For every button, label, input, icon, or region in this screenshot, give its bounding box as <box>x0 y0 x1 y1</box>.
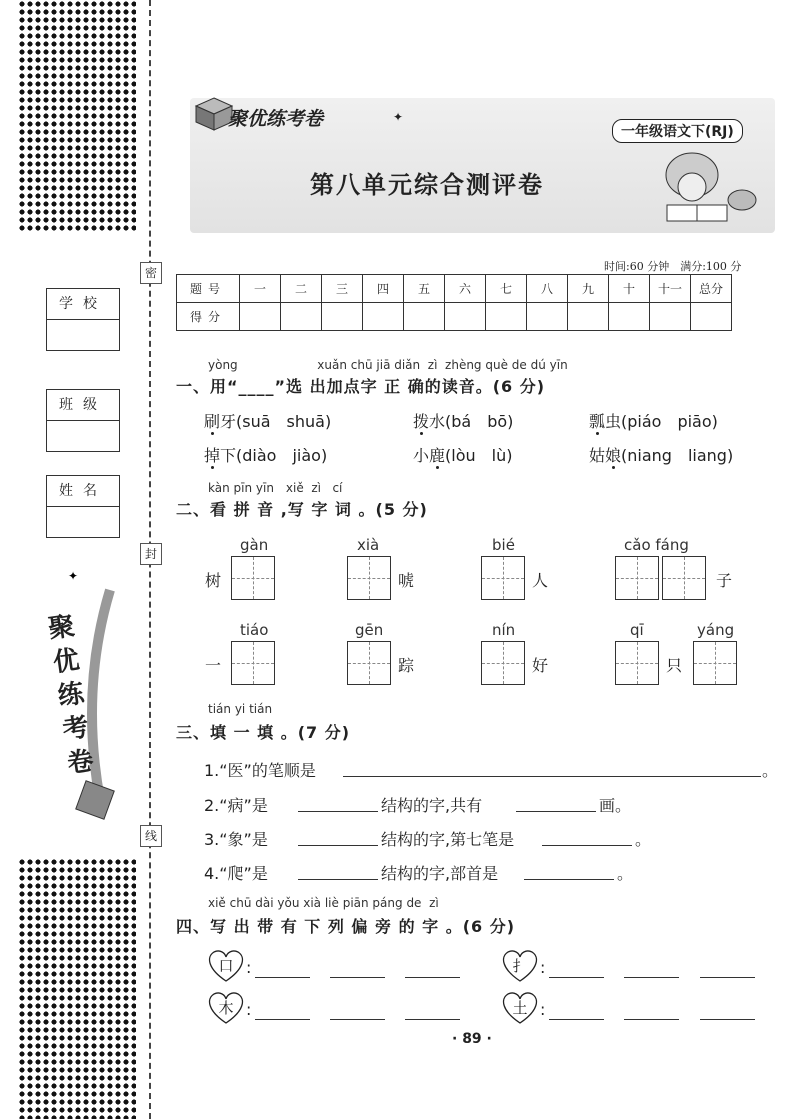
q3-pinyin: tián yi tián <box>208 702 273 716</box>
q2-after-text: 人 <box>532 571 549 590</box>
seal-char-xian: 线 <box>140 825 162 847</box>
q2-after-text: 踪 <box>398 656 415 675</box>
dotted-char: 拨 <box>413 412 430 431</box>
q1-item <box>413 443 512 466</box>
score-cell[interactable] <box>609 303 650 331</box>
writing-box[interactable] <box>231 556 275 600</box>
q1-item <box>413 409 513 432</box>
radical-char: 口 <box>218 957 234 975</box>
q2-row1-pinyin: gàn <box>240 536 269 554</box>
svg-text:✦: ✦ <box>68 570 79 583</box>
plain-char: 姑 <box>589 446 606 465</box>
q3-end: 。 <box>617 864 634 883</box>
seal-char-mi: 密 <box>140 262 162 284</box>
grade-badge: 一年级语文下(RJ) <box>612 119 743 143</box>
school-input[interactable] <box>47 320 119 350</box>
radical-heart-kou <box>206 949 246 983</box>
q1-options[interactable]: 水(bá bō) <box>429 412 514 431</box>
page-number: · 89 · <box>452 1031 492 1047</box>
score-cell[interactable] <box>363 303 404 331</box>
q1-options[interactable]: (lòu lù) <box>445 446 513 465</box>
q2-after-text: 唬 <box>398 571 415 590</box>
q2-before-text: 树 <box>205 571 222 590</box>
writing-box[interactable] <box>481 556 525 600</box>
score-col: 总分 <box>691 275 732 303</box>
q2-heading: 二、看 拼 音 ,写 字 词 。(5 分) <box>176 500 428 519</box>
class-field <box>46 389 120 452</box>
answer-blank[interactable] <box>298 811 378 812</box>
q3-text: “爬”是 <box>219 864 268 883</box>
writing-box[interactable] <box>231 641 275 685</box>
q1-options[interactable]: 牙(suā shuā) <box>220 412 332 431</box>
q1-options[interactable]: 下(diào jiào) <box>220 446 328 465</box>
score-cell[interactable] <box>404 303 445 331</box>
writing-box[interactable] <box>347 556 391 600</box>
answer-blank[interactable] <box>343 776 761 777</box>
name-field <box>46 475 120 538</box>
q3-heading: 三、填 一 填 。(7 分) <box>176 723 351 742</box>
answer-blank[interactable] <box>255 977 310 978</box>
q2-pinyin: kàn pīn yīn xiě zì cí <box>208 481 343 495</box>
radical-heart-tu <box>500 991 540 1025</box>
q3-num: 4. <box>204 864 220 883</box>
writing-box[interactable] <box>347 641 391 685</box>
q3-item-4 <box>204 861 268 884</box>
answer-blank[interactable] <box>330 1019 385 1020</box>
q3-num: 2. <box>204 796 220 815</box>
answer-blank[interactable] <box>549 977 604 978</box>
colon: : <box>540 958 546 977</box>
answer-blank[interactable] <box>298 845 378 846</box>
answer-blank[interactable] <box>624 1019 679 1020</box>
score-cell[interactable] <box>527 303 568 331</box>
vertical-brand-text: 聚优练考卷 <box>46 611 96 780</box>
q1-options[interactable]: (niang liang) <box>621 446 734 465</box>
score-row2-header: 得分 <box>177 303 240 331</box>
score-cell[interactable] <box>486 303 527 331</box>
dot-pattern-top <box>18 0 136 232</box>
q2-row1-pinyin: cǎo fáng <box>624 536 689 554</box>
radical-char: 木 <box>218 999 234 1017</box>
radical-heart-shou <box>500 949 540 983</box>
writing-box[interactable] <box>662 556 706 600</box>
class-input[interactable] <box>47 421 119 451</box>
q2-row1-pinyin: xià <box>357 536 380 554</box>
dotted-char: 刷 <box>204 412 221 431</box>
q1-item <box>589 443 733 466</box>
q3-item-2 <box>204 793 268 816</box>
q3-num: 3. <box>204 830 220 849</box>
name-input[interactable] <box>47 507 119 537</box>
answer-blank[interactable] <box>405 1019 460 1020</box>
q1-options[interactable]: 虫(piáo piāo) <box>605 412 718 431</box>
score-col: 二 <box>281 275 322 303</box>
q3-text: 结构的字,共有 <box>381 796 483 815</box>
score-cell[interactable] <box>650 303 691 331</box>
colon: : <box>540 1000 546 1019</box>
score-cell[interactable] <box>445 303 486 331</box>
q3-num: 1. <box>204 761 220 780</box>
dotted-char: 鹿 <box>429 446 446 465</box>
q1-item <box>589 409 718 432</box>
writing-box[interactable] <box>615 641 659 685</box>
colon: : <box>246 1000 252 1019</box>
score-table-score-row <box>177 303 732 331</box>
q2-row2-pinyin: gēn <box>355 621 384 639</box>
q3-text: 结构的字,第七笔是 <box>381 830 515 849</box>
page-title: 第八单元综合测评卷 <box>310 170 544 199</box>
sparkle-icon: ✦ <box>393 110 404 124</box>
score-cell[interactable] <box>281 303 322 331</box>
q1-heading: 一、用“____”选 出加点字 正 确的读音。(6 分) <box>176 377 546 396</box>
plain-char: 小 <box>413 446 430 465</box>
q3-item-3 <box>204 827 268 850</box>
score-cell[interactable] <box>322 303 363 331</box>
answer-blank[interactable] <box>255 1019 310 1020</box>
q3-text: “象”是 <box>219 830 268 849</box>
score-col: 六 <box>445 275 486 303</box>
girl-reading-illustration-icon <box>652 145 762 234</box>
answer-blank[interactable] <box>549 1019 604 1020</box>
brand-title: 聚优练考卷 <box>228 108 324 130</box>
score-col: 七 <box>486 275 527 303</box>
q2-after-text: 好 <box>532 656 549 675</box>
answer-blank[interactable] <box>405 977 460 978</box>
answer-blank[interactable] <box>516 811 596 812</box>
radical-char: 土 <box>512 999 528 1017</box>
exam-meta: 时间:60 分钟 满分:100 分 <box>604 260 742 273</box>
score-col: 四 <box>363 275 404 303</box>
answer-blank[interactable] <box>524 879 614 880</box>
school-label: 学校 <box>47 289 119 320</box>
vertical-brand-logo <box>40 570 130 840</box>
answer-blank[interactable] <box>700 1019 755 1020</box>
q2-after-text: 只 <box>666 656 683 675</box>
score-col: 十 <box>609 275 650 303</box>
score-cell[interactable] <box>691 303 732 331</box>
q3-end: 。 <box>635 830 652 849</box>
writing-box[interactable] <box>615 556 659 600</box>
dot-pattern-bottom <box>18 858 136 1119</box>
dotted-char: 娘 <box>605 446 622 465</box>
class-label: 班级 <box>47 390 119 421</box>
seal-char-feng: 封 <box>140 543 162 565</box>
q2-row2-pinyin: qī <box>630 621 644 639</box>
q3-end: 。 <box>762 761 779 780</box>
q1-pinyin: yòng xuǎn chū jiā diǎn zì zhèng què de dú yīn <box>208 358 568 372</box>
score-table <box>176 274 732 331</box>
score-col: 八 <box>527 275 568 303</box>
score-col: 十一 <box>650 275 691 303</box>
q3-text: 结构的字,部首是 <box>381 864 499 883</box>
dotted-char: 瓢 <box>589 412 606 431</box>
score-col: 五 <box>404 275 445 303</box>
answer-blank[interactable] <box>624 977 679 978</box>
q4-heading: 四、写 出 带 有 下 列 偏 旁 的 字 。(6 分) <box>176 917 516 936</box>
school-field <box>46 288 120 351</box>
score-col: 一 <box>240 275 281 303</box>
answer-blank[interactable] <box>700 977 755 978</box>
radical-heart-mu <box>206 991 246 1025</box>
score-col: 九 <box>568 275 609 303</box>
q1-item <box>204 409 331 432</box>
score-col: 三 <box>322 275 363 303</box>
score-row1-header: 题号 <box>177 275 240 303</box>
answer-blank[interactable] <box>298 879 378 880</box>
q2-before-text: 一 <box>205 656 222 675</box>
writing-box[interactable] <box>481 641 525 685</box>
radical-char: 扌 <box>512 957 528 975</box>
q4-pinyin: xiě chū dài yǒu xià liè piān páng de zì <box>208 896 439 910</box>
q3-text: “医”的笔顺是 <box>219 761 316 780</box>
q2-row2-pinyin: yáng <box>697 621 735 639</box>
q2-after-text: 子 <box>716 571 733 590</box>
writing-box[interactable] <box>693 641 737 685</box>
q2-row2-pinyin: tiáo <box>240 621 269 639</box>
q3-text: “病”是 <box>219 796 268 815</box>
score-cell[interactable] <box>568 303 609 331</box>
score-cell[interactable] <box>240 303 281 331</box>
q2-row1-pinyin: bié <box>492 536 515 554</box>
answer-blank[interactable] <box>330 977 385 978</box>
q3-end: 画。 <box>599 796 632 815</box>
score-table-header-row <box>177 275 732 303</box>
colon: : <box>246 958 252 977</box>
name-label: 姓名 <box>47 476 119 507</box>
q1-item <box>204 443 327 466</box>
dotted-char: 掉 <box>204 446 221 465</box>
q2-row2-pinyin: nín <box>492 621 516 639</box>
q3-item-1 <box>204 758 316 781</box>
answer-blank[interactable] <box>542 845 632 846</box>
